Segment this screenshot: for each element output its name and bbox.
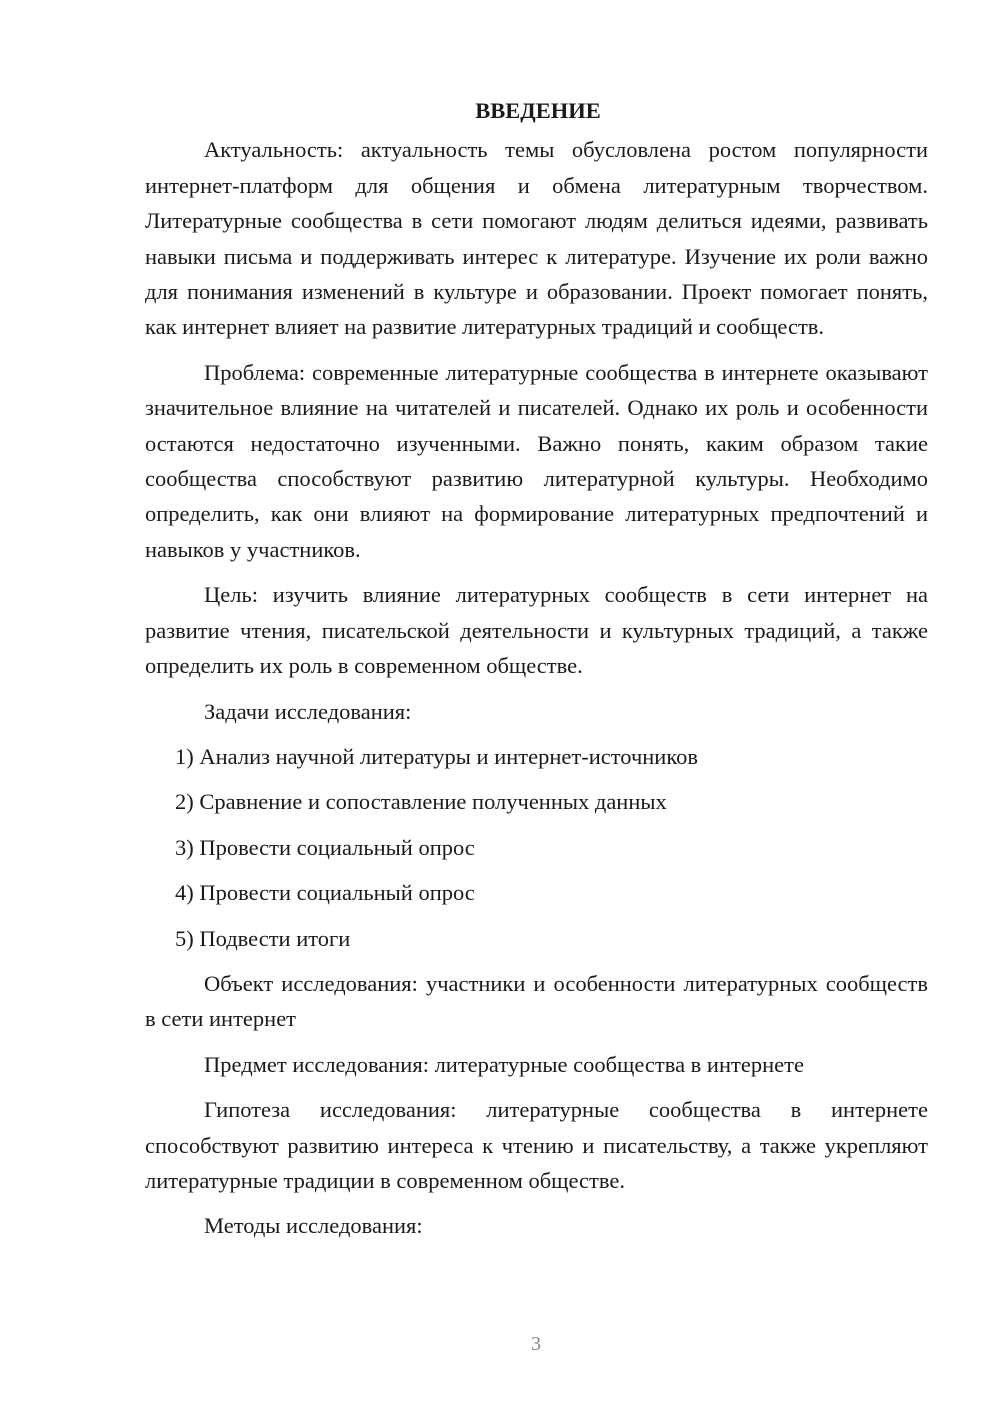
- tasks-heading: Задачи исследования:: [204, 698, 412, 724]
- list-item: 2) Сравнение и сопоставление полученных данных: [175, 789, 667, 815]
- paragraph-relevance: Актуальность: актуальность темы обусловлена ростом популярности интернет-платформ для общения и обмена литературным творчеством. Литературные сообщества в сети помогают людям делиться идеями, развивать навыки письма и поддерживать интерес к литературе. Изучение их роли важно для понимания изменений в культуре и образовании. Проект помогает понять, как интернет влияет на развитие литературных традиций и сообществ.: [145, 137, 928, 340]
- tasks-list: [145, 739, 928, 956]
- paragraph-goal: Цель: изучить влияние литературных сообществ в сети интернет на развитие чтения, писательской деятельности и культурных традиций, а также определить их роль в современном обществе.: [145, 582, 928, 679]
- page-title: ВВЕДЕНИЕ: [475, 98, 601, 123]
- page-number: 3: [531, 1333, 541, 1355]
- list-item: 3) Провести социальный опрос: [175, 834, 475, 860]
- page-content: [145, 93, 928, 1254]
- paragraph-hypothesis: Гипотеза исследования: литературные сообщества в интернете способствуют развитию интереса к чтению и писательству, а также укрепляют литературные традиции в современном обществе.: [145, 1097, 928, 1193]
- paragraph-object: Объект исследования: участники и особенности литературных сообществ в сети интернет: [145, 970, 928, 1032]
- list-item: 5) Подвести итоги: [175, 925, 351, 951]
- methods-heading: Методы исследования:: [204, 1213, 423, 1239]
- paragraph-subject: Предмет исследования: литературные сообщества в интернете: [204, 1051, 804, 1077]
- list-item: 1) Анализ научной литературы и интернет-источников: [175, 743, 699, 769]
- paragraph-problem: Проблема: современные литературные сообщества в интернете оказывают значительное влияние на читателей и писателей. Однако их роль и особенности остаются недостаточно изученными. Важно понять, каким образом такие сообщества способствуют развитию литературной культуры. Необходимо определить, как они влияют на формирование литературных предпочтений и навыков у участников.: [145, 359, 928, 562]
- list-item: 4) Провести социальный опрос: [175, 880, 475, 906]
